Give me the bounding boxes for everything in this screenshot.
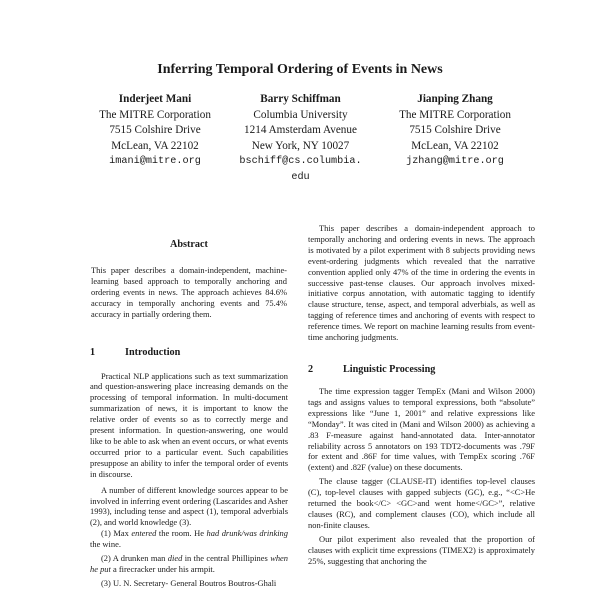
author-email: jzhang@mitre.org	[406, 156, 504, 167]
author-city: McLean, VA 22102	[411, 139, 499, 152]
left-column	[90, 238, 288, 589]
author-name: Jianping Zhang	[417, 93, 493, 105]
section-title: Introduction	[125, 346, 181, 358]
intro-paragraph-2: A number of different knowledge sources appear to be involved in inferring event ordering (Lascarides and Asher 1993), including tense and aspect (1), temporal adverbials (2), and world knowledge (3).	[90, 484, 288, 528]
section-heading-introduction	[90, 346, 288, 359]
author-street: 7515 Colshire Drive	[109, 124, 201, 136]
linguistic-paragraph-1: The time expression tagger TempEx (Mani and Wilson 2000) tags and assigns values to temporal expressions, both “absolute” expressions like “June 1, 2001” and relative expressions like “Monday”. It was cited in (Mani and Wilson 2000) as achieving a .83 F-measure against hand-annotated data. Inter-annotator reliability across 5 annotators on 193 TDT2-documents was .79F for extent and .86F for time values, with TempEx scoring .76F (extent) and .82F (value) on these documents.	[308, 385, 535, 473]
section-heading-linguistic-processing	[308, 363, 535, 376]
example-text: (1) Max	[101, 528, 132, 539]
abstract-heading: Abstract	[170, 239, 208, 250]
author-email-continued: edu	[291, 171, 310, 183]
author-block-3	[375, 92, 535, 170]
author-name: Barry Schiffman	[260, 93, 341, 105]
author-city: McLean, VA 22102	[111, 139, 199, 152]
paper-title: Inferring Temporal Ordering of Events in News	[157, 62, 443, 77]
example-1	[90, 528, 288, 550]
author-name: Inderjeet Mani	[118, 93, 192, 105]
author-street: 1214 Amsterdam Avenue	[244, 124, 357, 136]
section-title: Linguistic Processing	[343, 363, 436, 375]
example-verb: had drunk/was drinking	[206, 528, 288, 539]
example-text: in the central Phillipines	[182, 553, 271, 564]
linguistic-paragraph-3: Our pilot experiment also revealed that the proportion of clauses with explicit time expressions (TIMEX2) is approximately 25%, suggesting that anchoring the	[308, 533, 535, 566]
author-block-1	[75, 92, 235, 170]
example-verb: died	[167, 553, 183, 564]
author-org: The MITRE Corporation	[399, 108, 511, 121]
example-verb: entered	[131, 528, 157, 539]
example-text: a firecracker under his armpit.	[110, 563, 215, 574]
section-number: 2	[308, 363, 314, 375]
example-3: (3) U. N. Secretary- General Boutros Boutros-Ghali	[101, 577, 277, 588]
example-verb: when he put	[90, 553, 289, 574]
abstract-text: This paper describes a domain-independent, machine-learning based approach to temporally anchoring and ordering events in news. The approach achieves 84.6% accuracy in temporally anchoring events and 75.4% accuracy in partially ordering them.	[91, 265, 287, 319]
author-street: 7515 Colshire Drive	[409, 124, 501, 136]
example-text: (2) A drunken man	[101, 553, 168, 564]
right-column	[308, 223, 535, 566]
section-number: 1	[90, 346, 96, 358]
author-org: Columbia University	[253, 108, 348, 121]
example-text: the room. He	[156, 528, 207, 539]
author-email: imani@mitre.org	[109, 156, 201, 167]
author-org: The MITRE Corporation	[99, 108, 211, 121]
intro-continued-paragraph: This paper describes a domain-independent approach to temporally anchoring and ordering events in news. The approach is motivated by a pilot experiment with 8 subjects providing news event-ordering judgments which revealed that the narrative convention applied only 47% of the time in ordering the events in successive past-tense clauses. Our approach involves mixed-initiative corpus annotation, with automatic tagging to identify clause structure, tense, aspect, and temporal adverbials, as well as tagging of reference times and anchoring of events with respect to reference times. We report on machine learning results from event-time anchoring judgments.	[308, 223, 535, 343]
author-city: New York, NY 10027	[251, 139, 350, 152]
author-block-2	[218, 92, 383, 185]
intro-paragraph-1: Practical NLP applications such as text summarization and question-answering place increasing demands on the processing of temporal information. In multi-document summarization of news, it is important to know the relative order of events so as to correctly merge and present information. In question-answering, one would like to be able to ask when an event occurs, or what events occurred prior to a particular event. Such capabilities presuppose an ability to infer the temporal order of events in discourse.	[90, 370, 288, 479]
example-2	[90, 553, 288, 575]
example-text: the wine.	[90, 539, 121, 550]
linguistic-paragraph-2: The clause tagger (CLAUSE-IT) identifies top-level clauses (C), top-level clauses with gapped subjects (GC), e.g., “<C>He returned the book</C> <GC>and went home</GC>”, relative clauses (RC), and complement clauses (CO), which include all non-finite clauses.	[308, 476, 535, 530]
author-email: bschiff@cs.columbia.	[239, 156, 362, 167]
